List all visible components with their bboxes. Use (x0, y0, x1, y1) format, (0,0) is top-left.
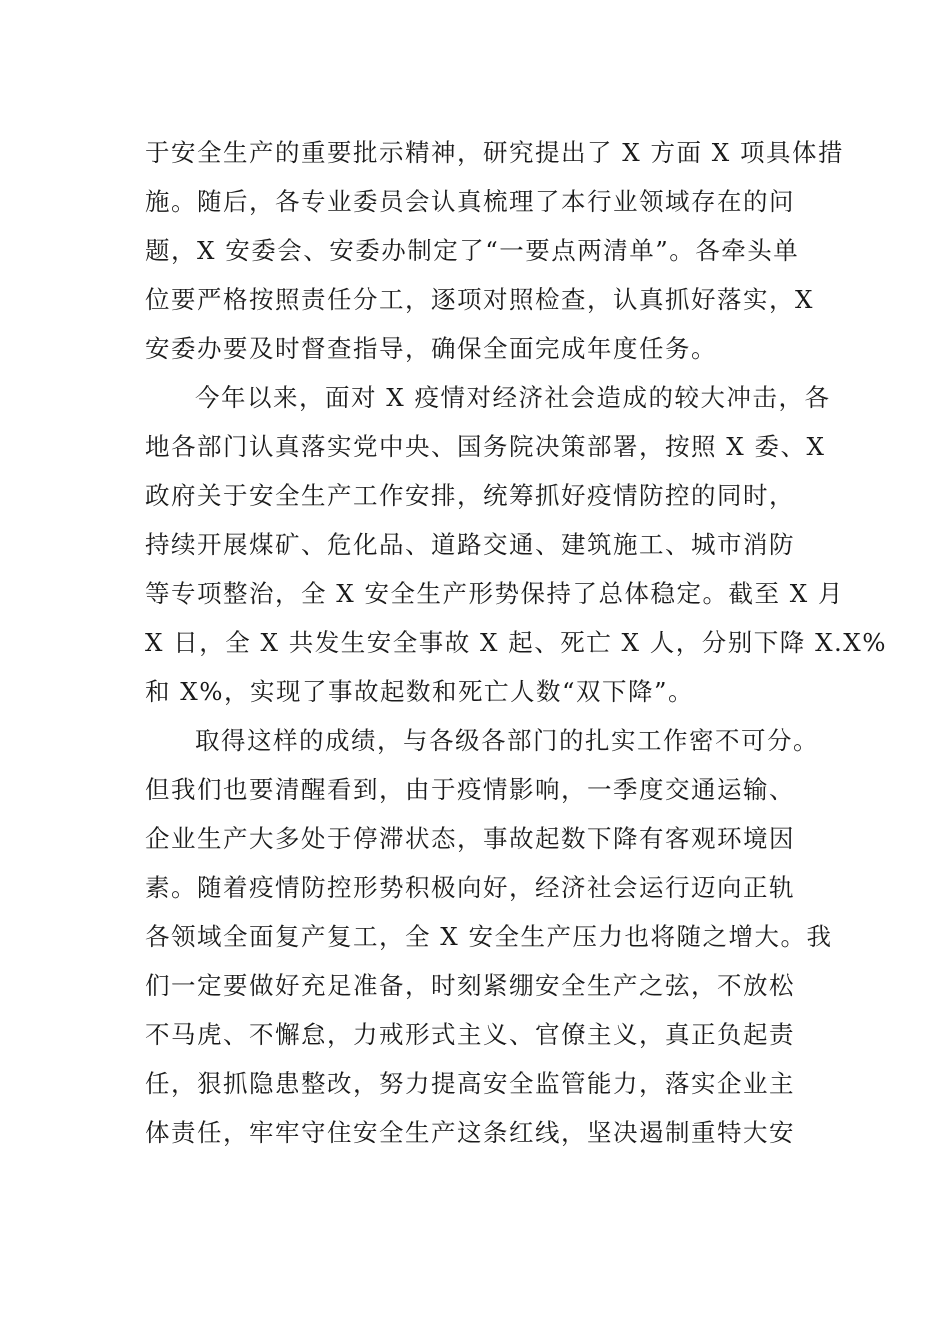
text-line: 体责任，牢牢守住安全生产这条红线，坚决遏制重特大安 (145, 1118, 795, 1147)
text-line: 们一定要做好充足准备，时刻紧绷安全生产之弦，不放松 (145, 971, 795, 1000)
text-line: 企业生产大多处于停滞状态，事故起数下降有客观环境因 (145, 824, 795, 853)
body-text (145, 128, 888, 1157)
text-line: 和 X%，实现了事故起数和死亡人数“双下降”。 (145, 677, 695, 706)
text-line: 位要严格按照责任分工，逐项对照检查，认真抓好落实，X (145, 285, 814, 314)
text-line: 地各部门认真落实党中央、国务院决策部署，按照 X 委、X (145, 432, 826, 461)
text-line: 施。随后，各专业委员会认真梳理了本行业领域存在的问 (145, 187, 795, 216)
text-line: X 日，全 X 共发生安全事故 X 起、死亡 X 人，分别下降 X.X% (145, 628, 888, 657)
text-line: 不马虎、不懈怠，力戒形式主义、官僚主义，真正负起责 (145, 1020, 795, 1049)
text-line: 但我们也要清醒看到，由于疫情影响，一季度交通运输、 (145, 775, 795, 804)
paragraph-start-line: 今年以来，面对 X 疫情对经济社会造成的较大冲击，各 (195, 383, 831, 412)
text-line: 各领域全面复产复工，全 X 安全生产压力也将随之增大。我 (145, 922, 833, 951)
text-line: 等专项整治，全 X 安全生产形势保持了总体稳定。截至 X 月 (145, 579, 845, 608)
text-line: 安委办要及时督查指导，确保全面完成年度任务。 (145, 334, 717, 363)
text-line: 任，狠抓隐患整改，努力提高安全监管能力，落实企业主 (145, 1069, 795, 1098)
text-line: 于安全生产的重要批示精神，研究提出了 X 方面 X 项具体措 (145, 138, 845, 167)
text-line: 素。随着疫情防控形势积极向好，经济社会运行迈向正轨 (145, 873, 795, 902)
text-line: 题，X 安委会、安委办制定了“一要点两清单”。各牵头单 (145, 236, 800, 265)
text-line: 持续开展煤矿、危化品、道路交通、建筑施工、城市消防 (145, 530, 795, 559)
text-line: 政府关于安全生产工作安排，统筹抓好疫情防控的同时， (145, 481, 795, 510)
paragraph-start-line: 取得这样的成绩，与各级各部门的扎实工作密不可分。 (195, 726, 819, 755)
